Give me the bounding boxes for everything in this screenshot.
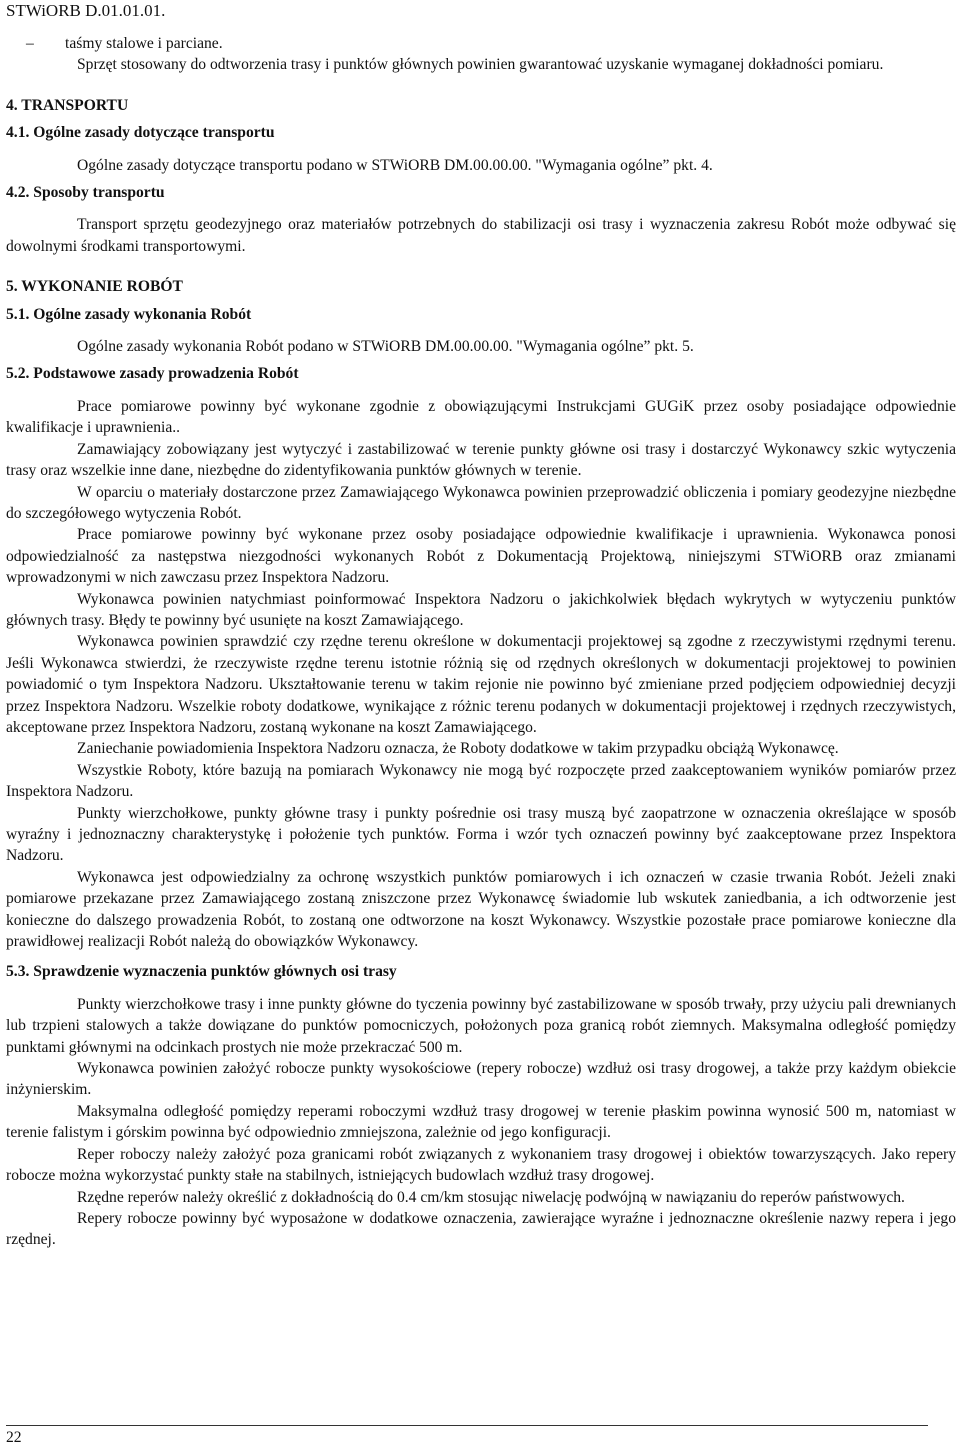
section-heading-5: 5. WYKONANIE ROBÓT <box>6 278 183 296</box>
list-item <box>6 33 956 54</box>
paragraph: Repery robocze powinny być wyposażone w dodatkowe oznaczenia, zawierające wyraźne i jednoznaczne określenie nazwy repera i jego rzędnej. <box>6 1209 956 1249</box>
paragraph: Sprzęt stosowany do odtworzenia trasy i punktów głównych powinien gwarantować uzyskanie wymaganej dokładności pomiaru. <box>77 56 884 74</box>
subsection-heading-5-3: 5.3. Sprawdzenie wyznaczenia punktów głównych osi trasy <box>6 963 397 981</box>
list-item-text: taśmy stalowe i parciane. <box>65 35 223 52</box>
page-number: 22 <box>6 1429 22 1446</box>
section-heading-4: 4. TRANSPORTU <box>6 96 129 114</box>
paragraph: Ogólne zasady wykonania Robót podano w STWiORB DM.00.00.00. "Wymagania ogólne” pkt. 5. <box>77 338 694 356</box>
page-content <box>6 33 956 1251</box>
paragraph: Wykonawca powinien sprawdzić czy rzędne terenu określone w dokumentacji projektowej są zgodne z rzeczywistymi rzędnymi terenu. Jeśli Wykonawca stwierdzi, że rzeczywiste rzędne terenu istotnie różnią się od rzędnych określonych w dokumentacji projektowej to powinien powiadomić o tym Inspektora Nadzoru. Ukształtowanie terenu w takim rejonie nie powinno być zmieniane przed podjęciem odpowiedniej decyzji przez Inspektora Nadzoru. Wszelkie roboty dodatkowe, wynikające z różnic terenu podanych w dokumentacji projektowej i rzędnych rzeczywistych, akceptowane przez Inspektora Nadzoru, zostaną wykonane na koszt Zamawiającego. <box>6 633 956 736</box>
paragraph: Prace pomiarowe powinny być wykonane zgodnie z obowiązującymi Instrukcjami GUGiK przez osoby posiadające odpowiednie kwalifikacje i uprawnienia.. <box>6 397 956 437</box>
footer-divider <box>6 1425 928 1426</box>
paragraph: W oparciu o materiały dostarczone przez Zamawiającego Wykonawca powinien przeprowadzić obliczenia i pomiary geodezyjne niezbędne do szczegółowego wytyczenia Robót. <box>6 483 956 522</box>
paragraph: Maksymalna odległość pomiędzy reperami roboczymi wzdłuż trasy drogowej w terenie płaskim powinna wynosić 500 m, natomiast w terenie falistym i górskim powinna być odpowiednio zmniejszona, zależnie od jego konfiguracji. <box>6 1102 956 1142</box>
paragraph: Ogólne zasady dotyczące transportu podano w STWiORB DM.00.00.00. "Wymagania ogólne” pkt. 4. <box>77 156 713 174</box>
paragraph: Reper roboczy należy założyć poza granicami robót związanych z wykonaniem trasy drogowej i obiektów towarzyszących. Jako repery robocze można wykorzystać punkty stałe na stabilnych, istniejących budowlach wzdłuż trasy drogowej. <box>6 1145 956 1185</box>
subsection-heading-5-2: 5.2. Podstawowe zasady prowadzenia Robót <box>6 365 299 383</box>
paragraph: Zamawiający zobowiązany jest wytyczyć i zastabilizować w terenie punkty główne osi trasy i dostarczyć Wykonawcy szkic wytyczenia trasy oraz wszelkie inne dane, niezbędne do zidentyfikowania punktów głównych w terenie. <box>6 440 956 480</box>
paragraph: Wszystkie Roboty, które bazują na pomiarach Wykonawcy nie mogą być rozpoczęte przed zaakceptowaniem wyników pomiarów przez Inspektora Nadzoru. <box>6 761 956 801</box>
paragraph: Wykonawca powinien natychmiast poinformować Inspektora Nadzoru o jakichkolwiek błędach wykrytych w wytyczeniu punktów głównych trasy. Błędy te powinny być usunięte na koszt Zamawiającego. <box>6 590 956 629</box>
paragraph: Punkty wierzchołkowe, punkty główne trasy i punkty pośrednie osi trasy muszą być zaopatrzone w oznaczenia określające w sposób wyraźny i jednoznaczny charakterystykę i położenie tych punktów. Forma i wzór tych oznaczeń powinny być zaakceptowane przez Inspektora Nadzoru. <box>6 804 956 865</box>
paragraph: Prace pomiarowe powinny być wykonane przez osoby posiadające odpowiednie kwalifikacje i uprawnienia. Wykonawca ponosi odpowiedzialność za następstwa niezgodności wykonanych Robót z Dokumentacją Projektową, niniejszymi STWiORB oraz zmianami wprowadzonymi w nich zawczasu przez Inspektora Nadzoru. <box>6 526 956 587</box>
paragraph: Wykonawca powinien założyć robocze punkty wysokościowe (repery robocze) wzdłuż osi trasy drogowej, a także przy każdym obiekcie inżynierskim. <box>6 1060 956 1099</box>
subsection-heading-5-1: 5.1. Ogólne zasady wykonania Robót <box>6 305 252 323</box>
paragraph: Zaniechanie powiadomienia Inspektora Nadzoru oznacza, że Roboty dodatkowe w takim przypadku obciążą Wykonawcę. <box>77 740 839 758</box>
subsection-heading-4-2: 4.2. Sposoby transportu <box>6 184 165 202</box>
paragraph: Wykonawca jest odpowiedzialny za ochronę wszystkich punktów pomiarowych i ich oznaczeń w czasie trwania Robót. Jeżeli znaki pomiarowe przekazane przez Zamawiającego zostaną zniszczone przez Wykonawcę świadomie lub wskutek zaniedbania, a ich odtworzenie jest konieczne do dalszego prowadzenia Robót, to zostaną one odtworzone na koszt Wykonawcy. Wszystkie pozostałe prace pomiarowe konieczne dla prawidłowej realizacji Robót należą do obowiązków Wykonawcy. <box>6 868 956 951</box>
subsection-heading-4-1: 4.1. Ogólne zasady dotyczące transportu <box>6 124 275 142</box>
paragraph: Punkty wierzchołkowe trasy i inne punkty główne do tyczenia powinny być zastabilizowane w sposób trwały, przy użyciu pali drewnianych lub trzpieni stalowych a także dowiązane do punktów pomocniczych, położonych poza granicą robót ziemnych. Maksymalna odległość pomiędzy punktami głównymi na odcinkach prostych nie może przekraczać 500 m. <box>6 995 956 1056</box>
paragraph: Rzędne reperów należy określić z dokładnością do 0.4 cm/km stosując niwelację podwójną w nawiązaniu do reperów państwowych. <box>77 1188 905 1206</box>
document-header: STWiORB D.01.01.01. <box>6 1 166 20</box>
dash-bullet: – <box>26 35 34 52</box>
paragraph: Transport sprzętu geodezyjnego oraz materiałów potrzebnych do stabilizacji osi trasy i wyznaczenia zakresu Robót może odbywać się dowolnymi środkami transportowymi. <box>6 216 956 255</box>
